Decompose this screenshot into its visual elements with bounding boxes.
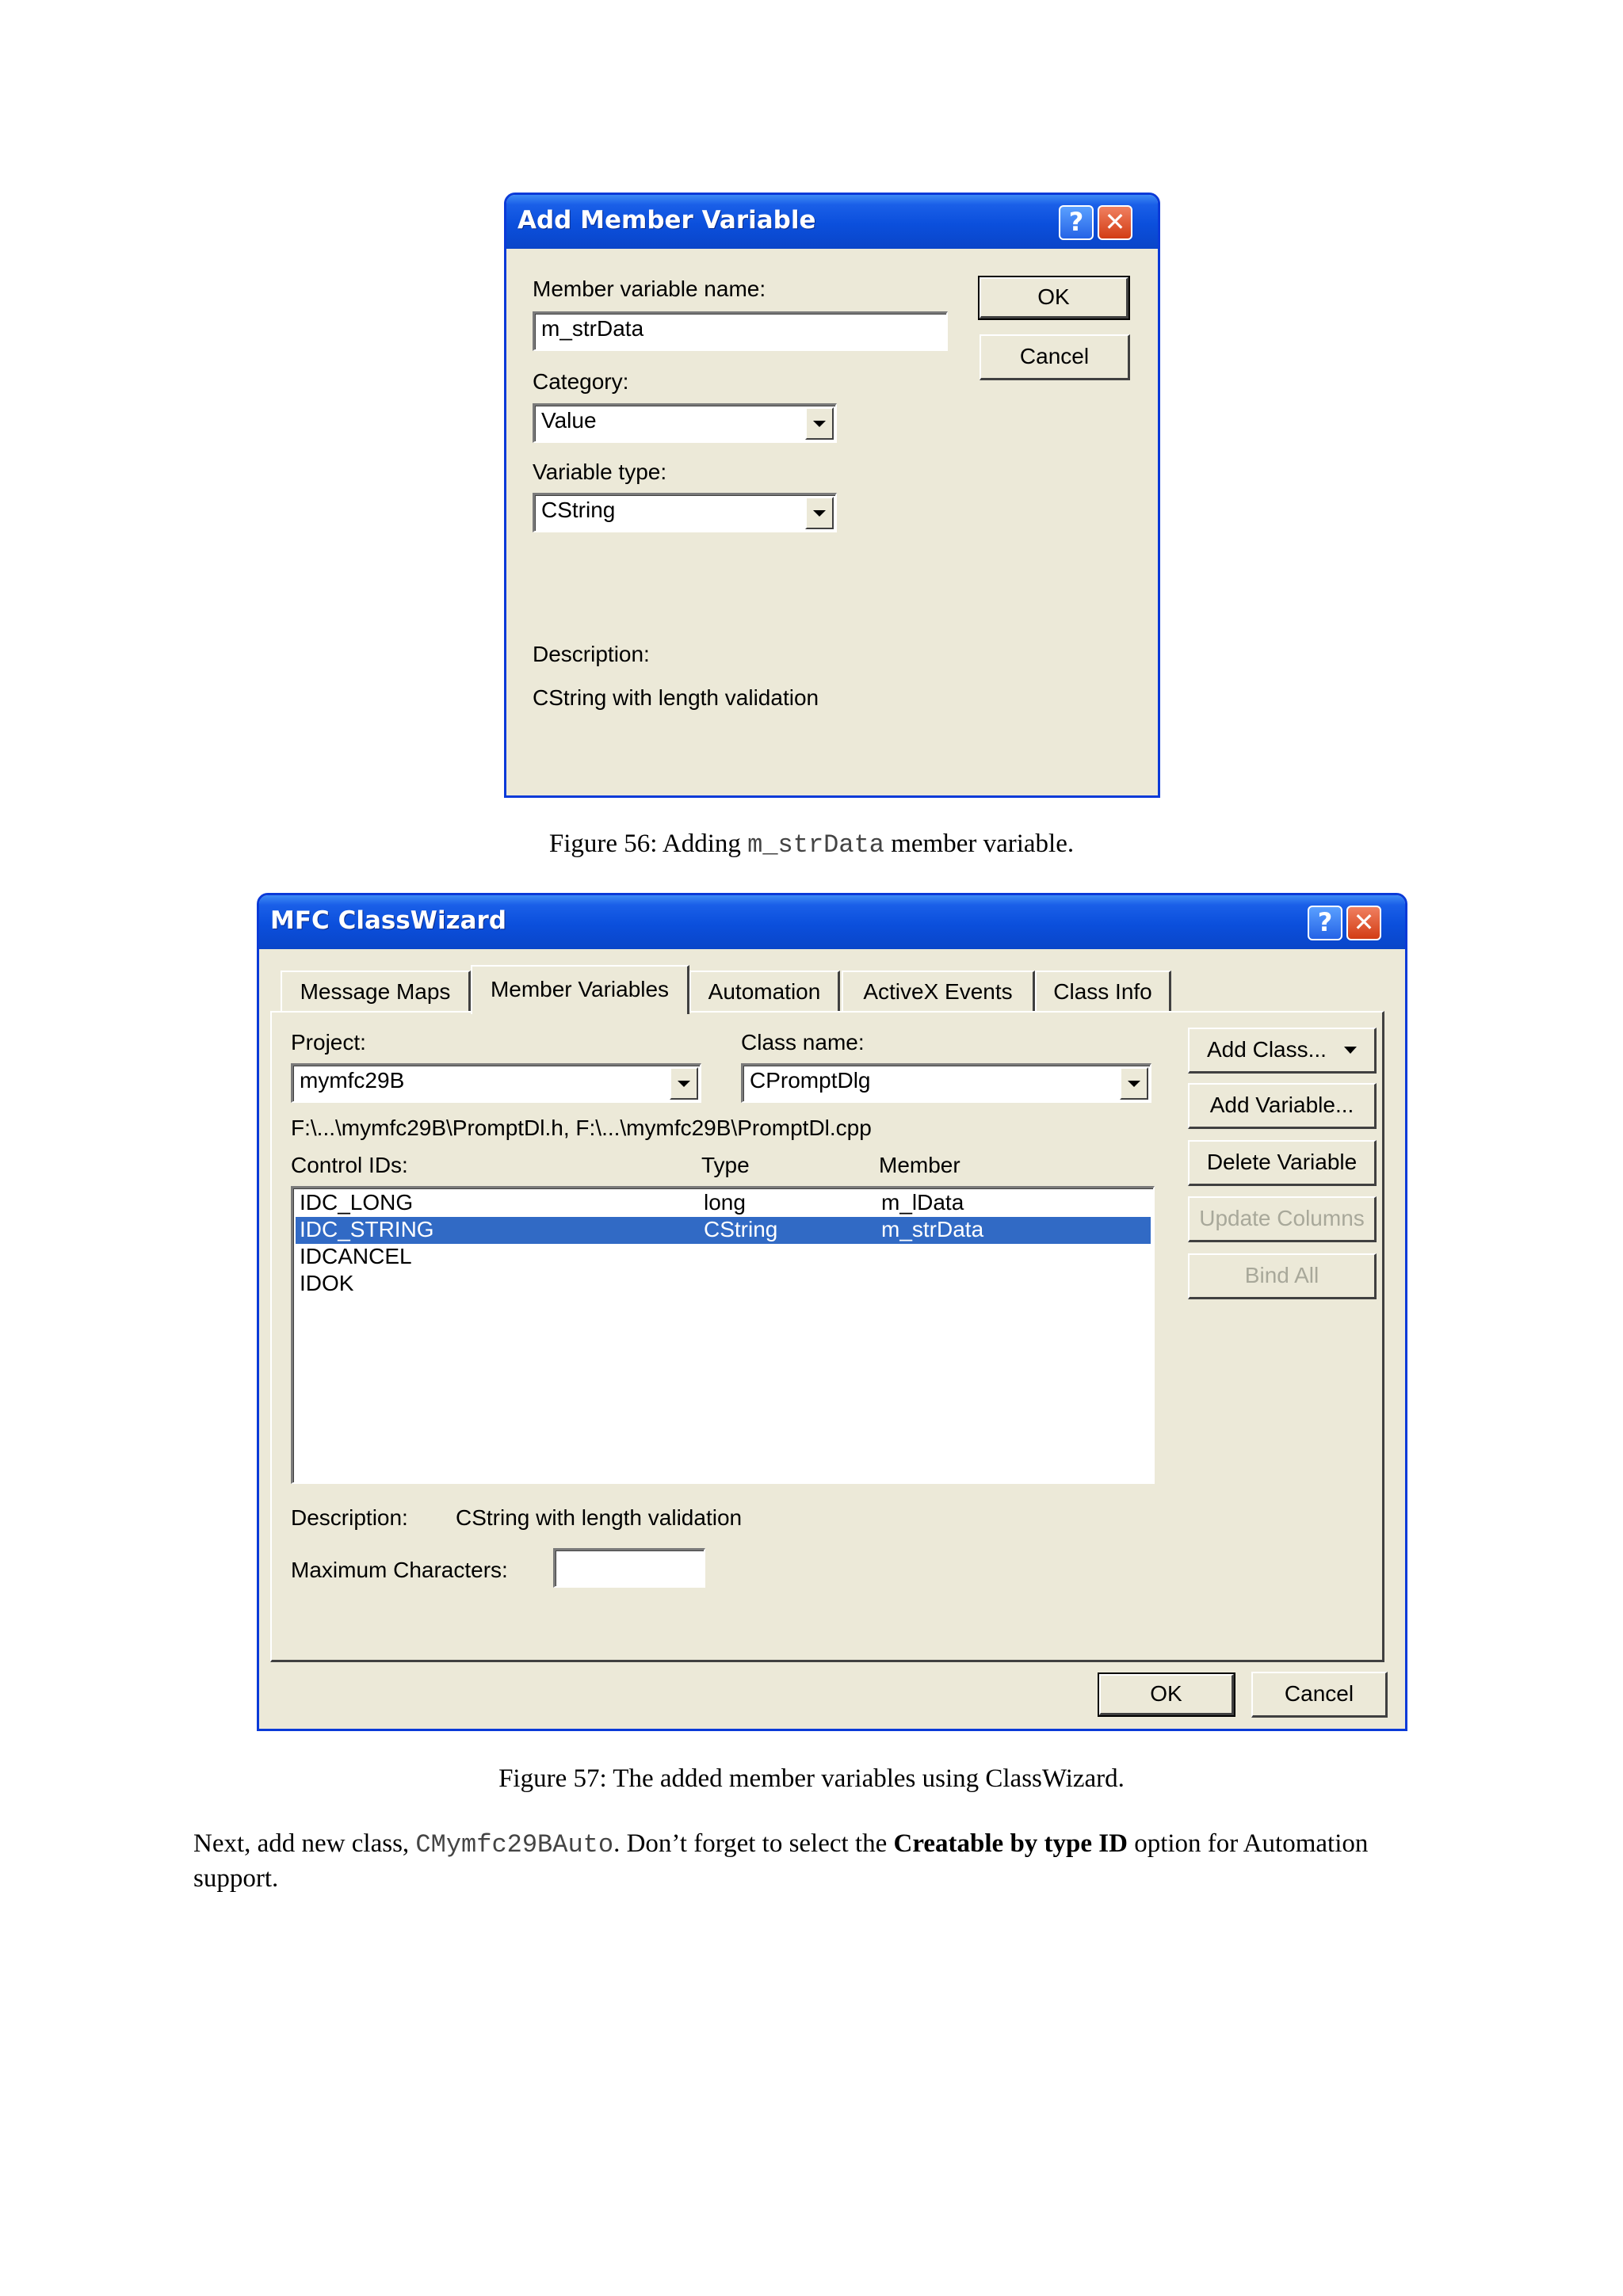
class-name-value: CPromptDlg: [750, 1068, 871, 1093]
member-variable-name-label: Member variable name:: [533, 277, 766, 301]
para-bold: Creatable by type ID: [893, 1829, 1128, 1858]
chevron-down-icon: [1344, 1047, 1357, 1054]
tab-message-maps[interactable]: [281, 971, 471, 1012]
class-name-label: Class name:: [741, 1030, 865, 1055]
maximum-characters-input[interactable]: [553, 1548, 705, 1588]
title-bar[interactable]: [506, 195, 1158, 249]
close-icon[interactable]: ✕: [1098, 205, 1132, 240]
project-label: Project:: [291, 1030, 366, 1055]
figure-56-caption: [0, 830, 1623, 860]
delete-variable-button-label: Delete Variable: [1206, 1150, 1358, 1174]
tab-label: Automation: [708, 979, 821, 1004]
help-icon[interactable]: ?: [1059, 205, 1094, 240]
variable-type-value: CString: [541, 498, 616, 522]
row-member: m_strData: [881, 1217, 984, 1241]
mfc-classwizard-dialog: [257, 893, 1407, 1731]
row-id: IDC_STRING: [300, 1217, 434, 1241]
category-select[interactable]: [533, 403, 837, 443]
tab-class-info[interactable]: [1035, 971, 1171, 1012]
tab-automation[interactable]: [689, 971, 840, 1012]
chevron-down-icon[interactable]: [805, 497, 834, 529]
tab-label: ActiveX Events: [863, 979, 1013, 1004]
dialog-title: MFC ClassWizard: [270, 906, 507, 935]
caption-suffix: member variable.: [884, 830, 1075, 858]
class-name-select[interactable]: [741, 1063, 1151, 1103]
title-bar[interactable]: [259, 895, 1405, 949]
add-class-button[interactable]: [1188, 1028, 1377, 1074]
para-text-3: option for Automation support.: [193, 1829, 1369, 1893]
figure-57-caption: Figure 57: The added member variables using ClassWizard.: [498, 1764, 1125, 1793]
caption-prefix: Figure 56: Adding: [548, 830, 748, 858]
tab-activex-events[interactable]: [842, 971, 1035, 1012]
description-text: CString with length validation: [533, 685, 819, 710]
description-label: Description:: [291, 1505, 408, 1530]
category-value: Value: [541, 408, 597, 433]
list-item[interactable]: [296, 1271, 1151, 1298]
bind-all-button[interactable]: [1188, 1253, 1377, 1299]
add-member-variable-dialog: [504, 193, 1160, 798]
row-id: IDOK: [300, 1271, 354, 1295]
member-variable-name-value: m_strData: [541, 316, 644, 341]
files-path: F:\...\mymfc29B\PromptDl.h, F:\...\mymfc29B\PromptDl.cpp: [291, 1116, 872, 1140]
caption-code: m_strData: [747, 830, 884, 860]
category-label: Category:: [533, 369, 629, 394]
delete-variable-button[interactable]: [1188, 1140, 1377, 1186]
ok-button[interactable]: [1099, 1674, 1234, 1715]
row-type: CString: [704, 1217, 778, 1241]
list-item-selected[interactable]: [296, 1217, 1151, 1244]
member-header: Member: [879, 1153, 960, 1177]
chevron-down-icon[interactable]: [805, 407, 834, 440]
project-select[interactable]: [291, 1063, 701, 1103]
control-ids-header: Control IDs:: [291, 1153, 408, 1177]
ok-button[interactable]: [980, 277, 1128, 318]
add-variable-button-label: Add Variable...: [1209, 1093, 1354, 1117]
add-class-button-label: Add Class...: [1207, 1037, 1327, 1062]
ok-button-label: OK: [1037, 284, 1070, 309]
description-text: CString with length validation: [456, 1505, 743, 1530]
variable-type-select[interactable]: [533, 493, 837, 532]
row-id: IDCANCEL: [300, 1244, 412, 1268]
list-item[interactable]: [296, 1190, 1151, 1217]
tab-member-variables[interactable]: [471, 965, 689, 1014]
para-text-1: Next, add new class,: [193, 1829, 416, 1858]
chevron-down-icon[interactable]: [1120, 1067, 1148, 1100]
para-code: CMymfc29BAuto: [415, 1830, 614, 1859]
bind-all-button-label: Bind All: [1244, 1263, 1319, 1287]
close-icon[interactable]: ✕: [1346, 906, 1381, 940]
type-header: Type: [701, 1153, 750, 1177]
cancel-button-label: Cancel: [1019, 344, 1090, 368]
update-columns-button-label: Update Columns: [1199, 1206, 1365, 1230]
tab-label: Message Maps: [300, 979, 451, 1004]
cancel-button[interactable]: [1251, 1672, 1388, 1718]
cancel-button[interactable]: [980, 334, 1130, 380]
chevron-down-icon[interactable]: [670, 1067, 698, 1100]
row-id: IDC_LONG: [300, 1190, 414, 1215]
description-label: Description:: [533, 642, 650, 666]
update-columns-button[interactable]: [1188, 1196, 1377, 1242]
cancel-button-label: Cancel: [1284, 1681, 1354, 1706]
body-paragraph: [193, 1827, 1445, 1896]
member-variable-name-input[interactable]: [533, 311, 948, 351]
help-icon[interactable]: ?: [1308, 906, 1342, 940]
list-item[interactable]: [296, 1244, 1151, 1271]
row-member: m_lData: [881, 1190, 964, 1215]
row-type: long: [704, 1190, 746, 1215]
ok-button-label: OK: [1150, 1681, 1182, 1706]
variable-type-label: Variable type:: [533, 460, 667, 484]
add-variable-button[interactable]: [1188, 1083, 1377, 1129]
tab-label: Class Info: [1053, 979, 1152, 1004]
tab-label: Member Variables: [490, 977, 670, 1001]
control-ids-list[interactable]: [291, 1186, 1155, 1484]
para-text-2: . Don’t forget to select the: [613, 1829, 894, 1858]
project-value: mymfc29B: [300, 1068, 405, 1093]
maximum-characters-label: Maximum Characters:: [291, 1558, 508, 1582]
dialog-title: Add Member Variable: [517, 206, 816, 235]
